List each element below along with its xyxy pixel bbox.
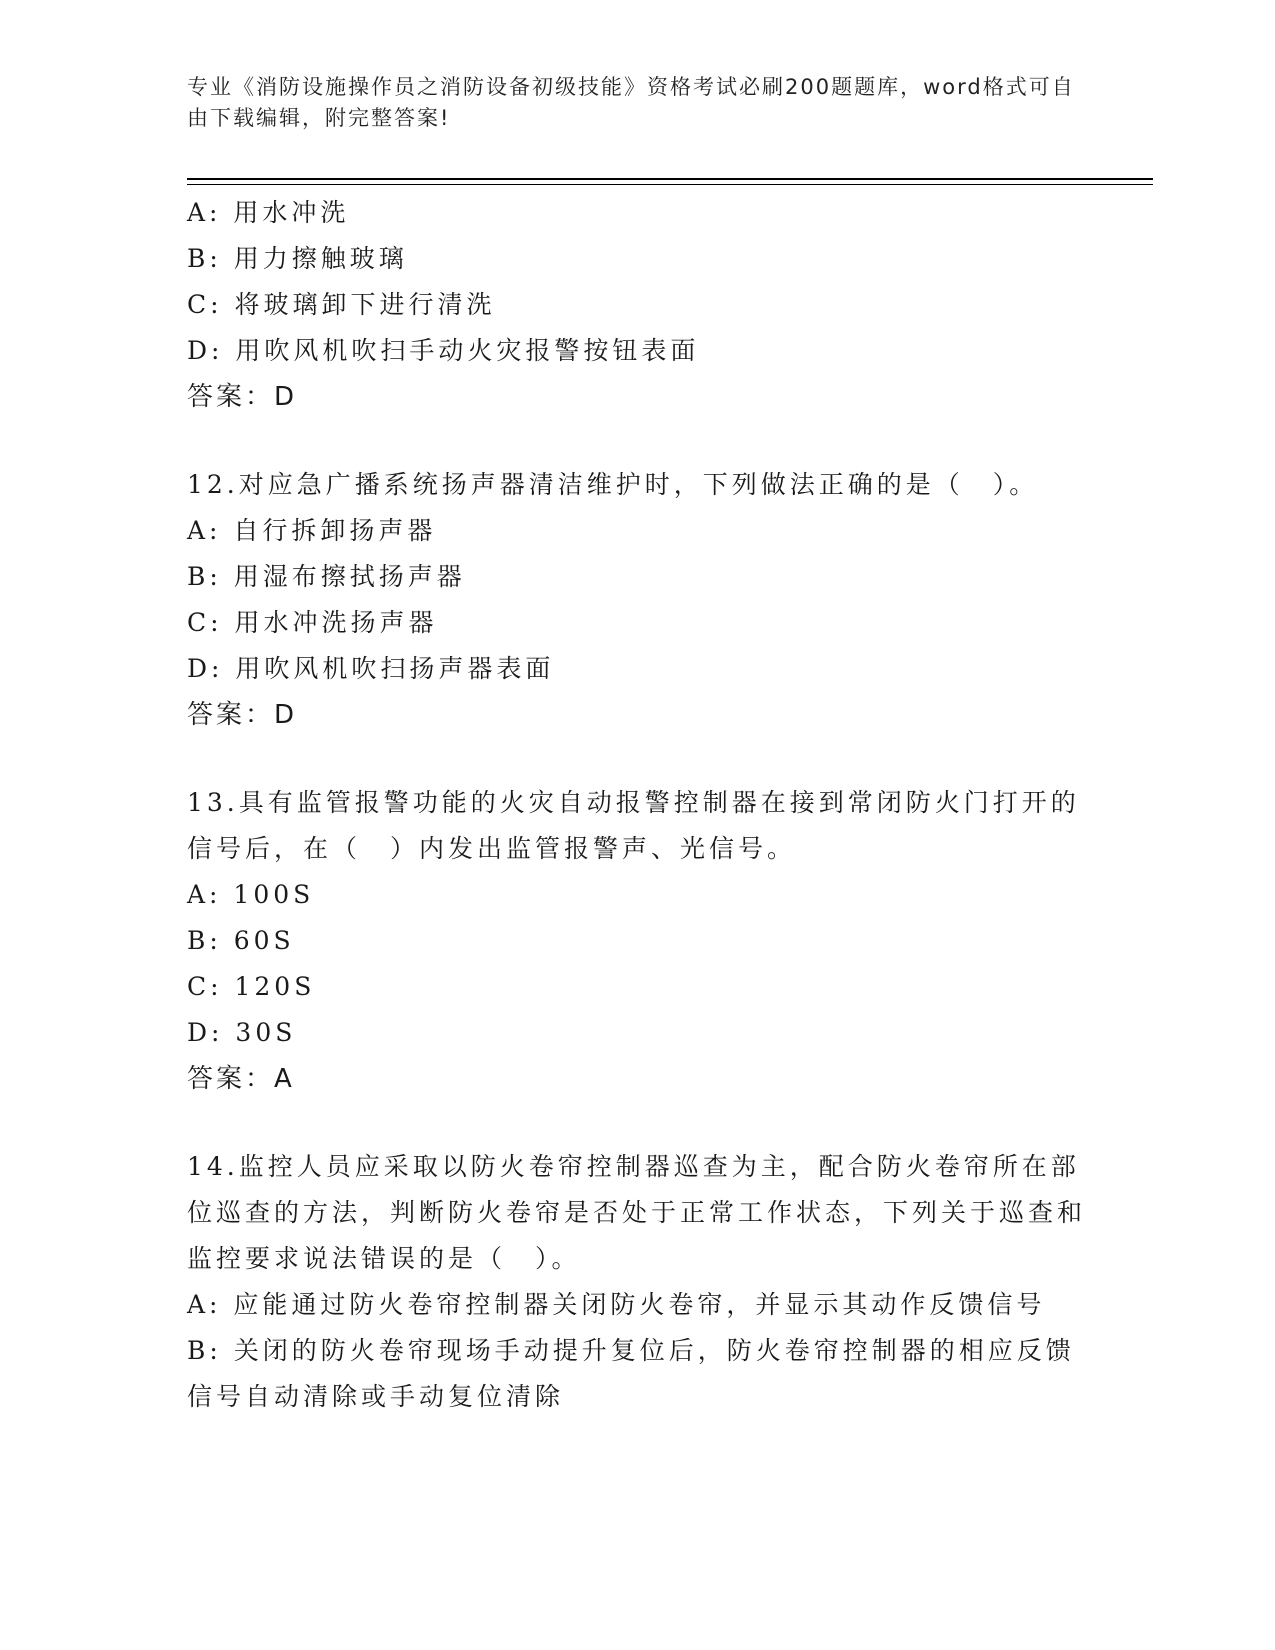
- block-spacer: [187, 1102, 1087, 1144]
- block-spacer: [187, 738, 1087, 780]
- option-a: A: 自行拆卸扬声器: [187, 516, 437, 545]
- question-block-11: [187, 190, 1087, 420]
- question-block-13: [187, 780, 1087, 1102]
- option-d: D: 用吹风机吹扫扬声器表面: [187, 654, 555, 683]
- block-spacer: [187, 420, 1087, 462]
- question-block-14: [187, 1144, 1087, 1420]
- question-text: 12.对应急广播系统扬声器清洁维护时，下列做法正确的是（ ）。: [187, 470, 1039, 499]
- answer-text: 答案：A: [187, 1064, 295, 1094]
- document-header: 专业《消防设施操作员之消防设备初级技能》资格考试必刷200题题库，word格式可自由下载编辑，附完整答案!: [187, 75, 1075, 130]
- option-d: D: 30S: [187, 1018, 297, 1047]
- question-block-12: [187, 462, 1087, 738]
- question-text: 13.具有监管报警功能的火灾自动报警控制器在接到常闭防火门打开的信号后，在（ ）内发出监管报警声、光信号。: [187, 788, 1080, 863]
- option-a: A: 100S: [187, 880, 315, 909]
- option-b: B: 用力擦触玻璃: [187, 244, 408, 273]
- question-content: [187, 190, 1087, 1420]
- option-d: D: 用吹风机吹扫手动火灾报警按钮表面: [187, 336, 700, 365]
- option-a: A: 用水冲洗: [187, 198, 350, 227]
- header-divider: [187, 178, 1153, 180]
- option-c: C: 将玻璃卸下进行清洗: [187, 290, 496, 319]
- option-a: A: 应能通过防火卷帘控制器关闭防火卷帘，并显示其动作反馈信号: [187, 1290, 1046, 1319]
- question-text: 14.监控人员应采取以防火卷帘控制器巡查为主，配合防火卷帘所在部位巡查的方法，判断防火卷帘是否处于正常工作状态，下列关于巡查和监控要求说法错误的是（ ）。: [187, 1152, 1087, 1273]
- answer-text: 答案：D: [187, 382, 298, 412]
- option-b: B: 关闭的防火卷帘现场手动提升复位后，防火卷帘控制器的相应反馈信号自动清除或手动复位清除: [187, 1336, 1075, 1411]
- option-b: B: 60S: [187, 926, 295, 955]
- answer-text: 答案：D: [187, 700, 298, 730]
- option-b: B: 用湿布擦拭扬声器: [187, 562, 466, 591]
- option-c: C: 120S: [187, 972, 316, 1001]
- header-divider-thin: [187, 184, 1153, 185]
- option-c: C: 用水冲洗扬声器: [187, 608, 438, 637]
